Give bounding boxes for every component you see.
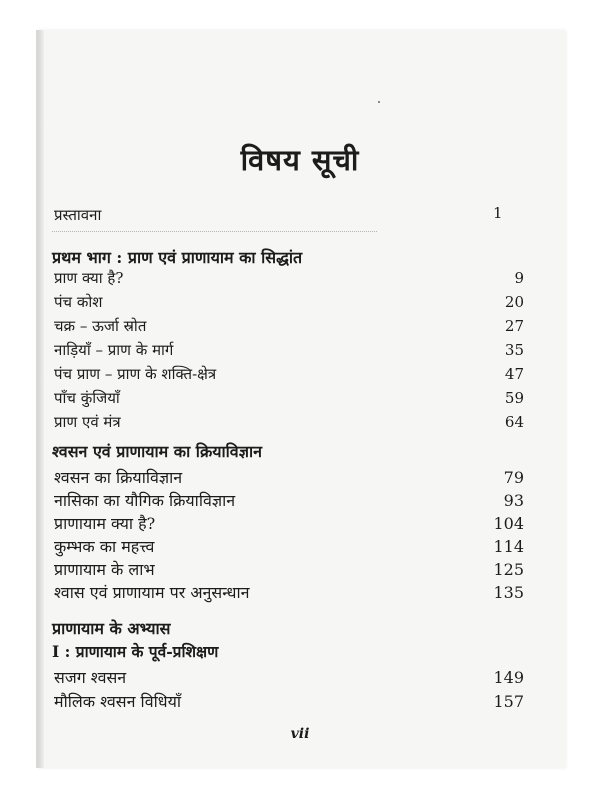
toc-entry-page: 157	[493, 692, 524, 711]
toc-entry-label: प्राणायाम के लाभ	[54, 560, 155, 579]
toc-entry-label: प्राणायाम क्या है?	[54, 514, 156, 533]
page-title: विषय सूची	[240, 143, 360, 177]
toc-entry	[54, 364, 524, 384]
toc-entry-page: 135	[493, 583, 524, 602]
toc-entry-page: 79	[503, 468, 524, 487]
toc-entry	[54, 581, 524, 603]
toc-entry-label: प्राण एवं मंत्र	[54, 413, 121, 431]
toc-entry-label: पाँच कुंजियाँ	[54, 389, 120, 407]
toc-entry-page: 93	[503, 491, 524, 510]
toc-entry	[54, 412, 524, 432]
toc-entry-page: 125	[493, 560, 524, 579]
toc-entry-page: 47	[504, 365, 524, 383]
section-heading-1: प्रथम भाग : प्राण एवं प्राणायाम का सिद्धांत	[52, 248, 303, 267]
toc-entry-label: पंच कोश	[54, 293, 103, 311]
toc-entry-page: 20	[504, 293, 524, 311]
toc-entry-intro	[54, 205, 524, 225]
toc-entry	[54, 690, 524, 712]
toc-entry	[54, 666, 524, 688]
speck	[378, 101, 380, 103]
toc-entry	[54, 466, 524, 488]
toc-entry	[54, 268, 524, 288]
page-number: vii	[290, 726, 310, 742]
toc-entry-label: मौलिक श्वसन विधियाँ	[54, 692, 182, 711]
toc-entry-label: सजग श्वसन	[54, 668, 127, 687]
toc-entry	[54, 292, 524, 312]
toc-entry-label: श्वसन का क्रियाविज्ञान	[54, 468, 183, 487]
toc-entry-label: नासिका का यौगिक क्रियाविज्ञान	[54, 491, 236, 510]
toc-entry	[54, 388, 524, 408]
subsection-heading: I : प्राणायाम के पूर्व-प्रशिक्षण	[52, 642, 219, 661]
section-heading-3: प्राणायाम के अभ्यास	[52, 619, 171, 638]
toc-entry-label: पंच प्राण – प्राण के शक्ति-क्षेत्र	[54, 365, 217, 383]
toc-entry-page: 9	[514, 269, 524, 287]
toc-entry-page: 149	[493, 668, 524, 687]
section-heading-2: श्वसन एवं प्राणायाम का क्रियाविज्ञान	[52, 442, 262, 461]
toc-entry	[54, 558, 524, 580]
toc-entry-label: प्राण क्या है?	[54, 269, 124, 287]
toc-entry	[54, 340, 524, 360]
toc-entry	[54, 316, 524, 336]
toc-entry-page: 104	[493, 514, 524, 533]
toc-entry-label: श्वास एवं प्राणायाम पर अनुसन्धान	[54, 583, 250, 602]
toc-entry-page: 35	[504, 341, 524, 359]
toc-entry-page: 59	[504, 389, 524, 407]
toc-entry	[54, 535, 524, 557]
divider	[52, 231, 377, 232]
toc-entry-page: 27	[504, 317, 524, 335]
toc-entry-page: 1	[493, 204, 503, 222]
toc-entry-label: कुम्भक का महत्त्व	[54, 537, 155, 556]
toc-entry	[54, 512, 524, 534]
toc-entry-page: 64	[504, 413, 524, 431]
toc-entry-label: चक्र – ऊर्जा स्रोत	[54, 317, 147, 335]
toc-entry-page: 114	[493, 537, 524, 556]
toc-entry-label: नाड़ियाँ – प्राण के मार्ग	[54, 341, 174, 359]
toc-entry	[54, 489, 524, 511]
toc-entry-label: प्रस्तावना	[54, 206, 102, 224]
